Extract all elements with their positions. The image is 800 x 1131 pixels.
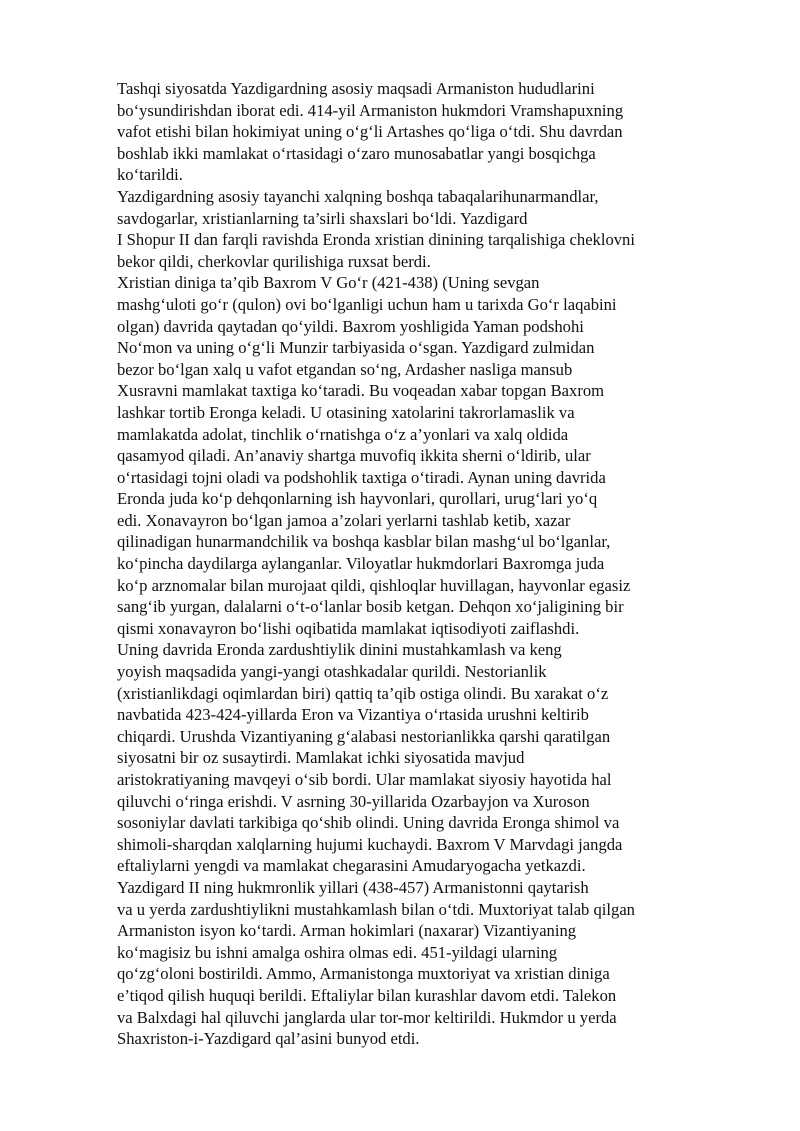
text-line: sang‘ib yurgan, dalalarni o‘t-o‘lanlar bosib ketgan. Dehqon xo‘jaligining bir — [117, 597, 624, 617]
text-line: bekor qildi, cherkovlar qurilishiga ruxsat berdi. — [117, 251, 431, 271]
text-line: savdogarlar, xristianlarning ta’sirli shaxslari bo‘ldi. Yazdigard — [117, 208, 528, 228]
text-line: Yazdigard II ning hukmronlik yillari (438-457) Armanistonni qaytarish — [117, 877, 589, 897]
text-line: mashg‘uloti go‘r (qulon) ovi bo‘lganligi uchun ham u tarixda Go‘r laqabini — [117, 294, 617, 314]
text-line: olgan) davrida qaytadan qo‘yildi. Baxrom yoshligida Yaman podshohi — [117, 316, 584, 336]
text-line: bezor bo‘lgan xalq u vafot etgandan so‘ng, Ardasher nasliga mansub — [117, 359, 573, 379]
text-line: Armaniston isyon ko‘tardi. Arman hokimlari (naxarar) Vizantiyaning — [117, 921, 577, 941]
text-line: va Balxdagi hal qiluvchi janglarda ular tor-mor keltirildi. Hukmdor u yerda — [117, 1007, 617, 1027]
text-line: ko‘p arznomalar bilan murojaat qildi, qishloqlar huvillagan, hayvonlar egasiz — [117, 575, 631, 595]
text-line: Tashqi siyosatda Yazdigardning asosiy maqsadi Armaniston hududlarini — [117, 79, 595, 98]
text-line: sosoniylar davlati tarkibiga qo‘shib olindi. Uning davrida Eronga shimol va — [117, 813, 620, 833]
text-line: lashkar tortib Eronga keladi. U otasining xatolarini takrorlamaslik va — [117, 402, 575, 422]
text-line: edi. Xonavayron bo‘lgan jamoa a’zolari yerlarni tashlab ketib, xazar — [117, 510, 571, 530]
text-line: chiqardi. Urushda Vizantiyaning g‘alabasi nestorianlikka qarshi qaratilgan — [117, 726, 611, 746]
text-line: (xristianlikdagi oqimlardan biri) qattiq ta’qib ostiga olindi. Bu xarakat o‘z — [117, 683, 609, 703]
text-line: Eronda juda ko‘p dehqonlarning ish hayvonlari, qurollari, urug‘lari yo‘q — [117, 489, 598, 509]
text-line: o‘rtasidagi tojni oladi va podshohlik taxtiga o‘tiradi. Aynan uning davrida — [117, 467, 606, 487]
document-page — [117, 78, 717, 1050]
text-line: ko‘tarildi. — [117, 165, 183, 185]
text-line: navbatida 423-424-yillarda Eron va Vizantiya o‘rtasida urushni keltirib — [117, 705, 589, 725]
text-line: qasamyod qiladi. An’anaviy shartga muvofiq ikkita sherni o‘ldirib, ular — [117, 446, 591, 466]
text-line: qo‘zg‘oloni bostirildi. Ammo, Armanistonga muxtoriyat va xristian diniga — [117, 964, 610, 984]
text-line: boshlab ikki mamlakat o‘rtasidagi o‘zaro munosabatlar yangi bosqichga — [117, 143, 596, 163]
text-line: shimoli-sharqdan xalqlarning hujumi kuchaydi. Baxrom V Marvdagi jangda — [117, 834, 623, 854]
text-line: bo‘ysundirishdan iborat edi. 414-yil Armaniston hukmdori Vramshapuxning — [117, 100, 624, 120]
text-line: ko‘pincha daydilarga aylanganlar. Viloyatlar hukmdorlari Baxromga juda — [117, 554, 605, 574]
text-line: eftaliylarni yengdi va mamlakat chegarasini Amudaryogacha yetkazdi. — [117, 856, 586, 876]
text-line: va u yerda zardushtiylikni mustahkamlash bilan o‘tdi. Muxtoriyat talab qilgan — [117, 899, 635, 919]
text-line: qiluvchi o‘ringa erishdi. V asrning 30-yillarida Ozarbayjon va Xuroson — [117, 791, 590, 811]
text-line: siyosatni bir oz susaytirdi. Mamlakat ichki siyosatida mavjud — [117, 748, 525, 768]
text-line: I Shopur II dan farqli ravishda Eronda xristian dinining tarqalishiga cheklovni — [117, 230, 635, 250]
text-line: No‘mon va uning o‘g‘li Munzir tarbiyasida o‘sgan. Yazdigard zulmidan — [117, 338, 595, 358]
text-line: Xusravni mamlakat taxtiga ko‘taradi. Bu voqeadan xabar topgan Baxrom — [117, 381, 605, 401]
text-line: Xristian diniga ta’qib Baxrom V Go‘r (421-438) (Uning sevgan — [117, 273, 540, 293]
text-line: qilinadigan hunarmandchilik va boshqa kasblar bilan mashg‘ul bo‘lganlar, — [117, 532, 611, 552]
text-line: qismi xonavayron bo‘lishi oqibatida mamlakat iqtisodiyoti zaiflashdi. — [117, 618, 580, 638]
text-line: ko‘magisiz bu ishni amalga oshira olmas edi. 451-yildagi ularning — [117, 942, 558, 962]
text-line: aristokratiyaning mavqeyi o‘sib bordi. Ular mamlakat siyosiy hayotida hal — [117, 770, 612, 789]
text-line: e’tiqod qilish huquqi berildi. Eftaliylar bilan kurashlar davom etdi. Talekon — [117, 985, 617, 1005]
text-line: vafot etishi bilan hokimiyat uning o‘g‘li Artashes qo‘liga o‘tdi. Shu davrdan — [117, 122, 623, 142]
text-line: Shaxriston-i-Yazdigard qal’asini bunyod etdi. — [117, 1029, 420, 1049]
text-line: Uning davrida Eronda zardushtiylik dinini mustahkamlash va keng — [117, 640, 562, 660]
text-line: mamlakatda adolat, tinchlik o‘rnatishga o‘z a’yonlari va xalq oldida — [117, 424, 569, 444]
text-line: Yazdigardning asosiy tayanchi xalqning boshqa tabaqalarihunarmandlar, — [117, 186, 599, 206]
text-line: yoyish maqsadida yangi-yangi otashkadalar qurildi. Nestorianlik — [117, 662, 547, 682]
